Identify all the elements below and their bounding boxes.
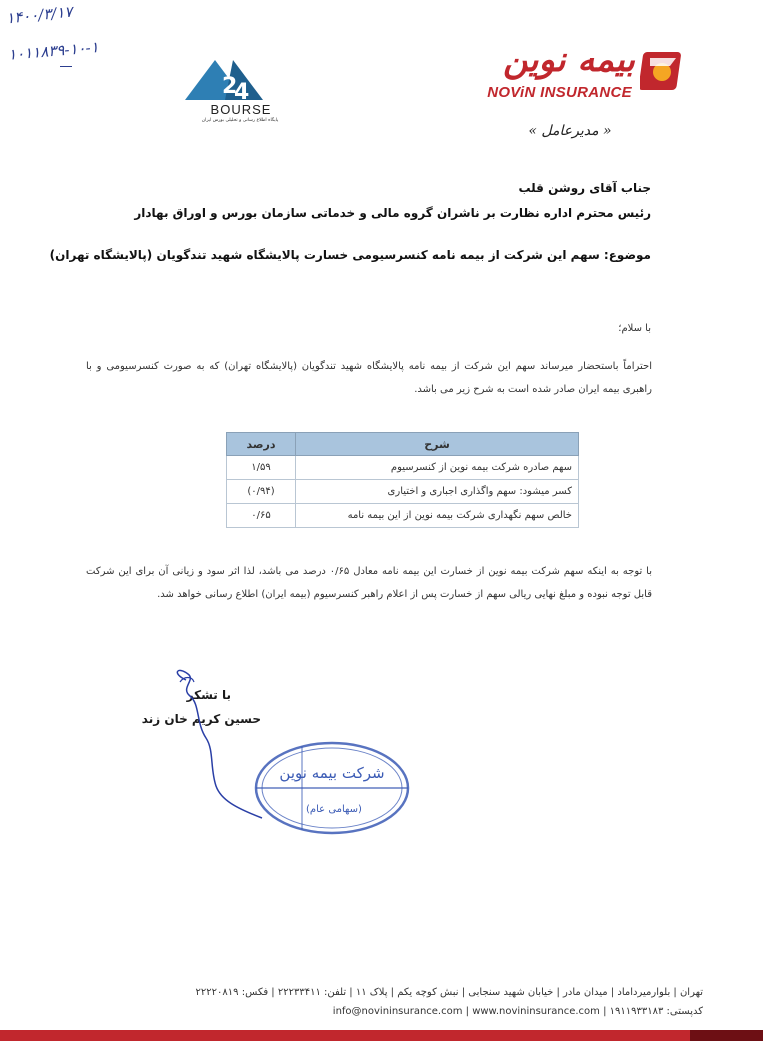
- greeting: با سلام؛: [618, 323, 651, 334]
- handwritten-dash: [60, 66, 72, 67]
- table-row: [227, 480, 579, 504]
- table-cell-pct: ۱/۵۹: [227, 456, 296, 480]
- table-cell-pct: ۰/۶۵: [227, 504, 296, 528]
- table-header-row: [227, 433, 579, 456]
- letter-subject: موضوع: سهم این شرکت از بیمه نامه کنسرسیومی خسارت پالایشگاه شهید تندگویان (پالایشگاه تهران): [49, 248, 651, 262]
- share-table: [226, 432, 579, 528]
- table-row: [227, 456, 579, 480]
- footer-address: تهران | بلوارمیرداماد | میدان مادر | خیابان شهید سنجابی | نبش کوچه یکم | پلاک ۱۱ | تلفن: ۲۲۲۳۳۴۱۱ | فکس: ۲۲۲۲۰۸۱۹: [195, 987, 703, 998]
- table-cell-desc: سهم صادره شرکت بیمه نوین از کنسرسیوم: [296, 456, 579, 480]
- bourse-name: BOURSE: [210, 102, 272, 117]
- table-cell-desc: خالص سهم نگهداری شرکت بیمه نوین از این بیمه نامه: [296, 504, 579, 528]
- footer-bar-accent: [690, 1030, 763, 1041]
- paragraph-conclusion: با توجه به اینکه سهم شرکت بیمه نوین از خسارت این بیمه نامه معادل ۰/۶۵ درصد می باشد، لذا اثر سود و زیانی آن برای این شرکت قابل توجه نبوده و مبلغ نهایی ریالی سهم از خسارت پس از اعلام راهبر کنسرسیوم (بیمه ایران) اطلاع رسانی خواهد شد.: [86, 566, 653, 600]
- recipient-name: جناب آقای روشن قلب: [518, 181, 651, 195]
- footer-contact: کدپستی: ۱۹۱۱۹۳۳۱۸۳ | info@novininsurance.com | www.novininsurance.com: [332, 1006, 703, 1017]
- handwritten-date: ۱۴۰۰/۳/۱۷: [5, 2, 74, 28]
- paragraph-intro: احتراماً باستحضار میرساند سهم این شرکت از بیمه نامه پالایشگاه شهید تندگویان (پالایشگاه تهران) که به صورت کنسرسیومی و با راهبری بیمه ایران صادر شده است به شرح زیر می باشد.: [86, 361, 652, 395]
- closing-thanks: با تشکر: [186, 688, 231, 702]
- table-cell-pct: (۰/۹۴): [227, 480, 296, 504]
- bourse-tagline: پایگاه اطلاع رسانی و تحلیلی بورس ایران: [201, 118, 279, 123]
- novin-logo-mark-icon: [640, 48, 686, 92]
- ceo-mark: « مدیرعامل »: [528, 123, 612, 139]
- company-stamp: [252, 738, 412, 838]
- footer-bar: [0, 1030, 763, 1041]
- recipient-title: رئیس محترم اداره نظارت بر ناشران گروه مالی و خدماتی سازمان بورس و اوراق بهادار: [134, 206, 651, 220]
- novin-logo-english: NOViN INSURANCE: [487, 84, 632, 101]
- table-row: [227, 504, 579, 528]
- bourse-logo: [185, 55, 285, 135]
- bourse-digit-4: 4: [234, 80, 250, 105]
- novin-logo-persian: بیمه نوین: [503, 40, 635, 80]
- table-header-desc: شرح: [296, 433, 579, 456]
- stamp-type-text: (سهامی عام): [306, 804, 362, 815]
- table-cell-desc: کسر میشود: سهم واگذاری اجباری و اختیاری: [296, 480, 579, 504]
- handwritten-number: ۱۰۱۱۸۳۹-۱۰-۱: [7, 38, 100, 64]
- table-header-pct: درصد: [227, 433, 296, 456]
- signer-name: حسین کریم خان زند: [141, 712, 261, 726]
- stamp-company-text: شرکت بیمه نوین: [279, 764, 385, 782]
- bourse-digit-2: 2: [222, 74, 238, 99]
